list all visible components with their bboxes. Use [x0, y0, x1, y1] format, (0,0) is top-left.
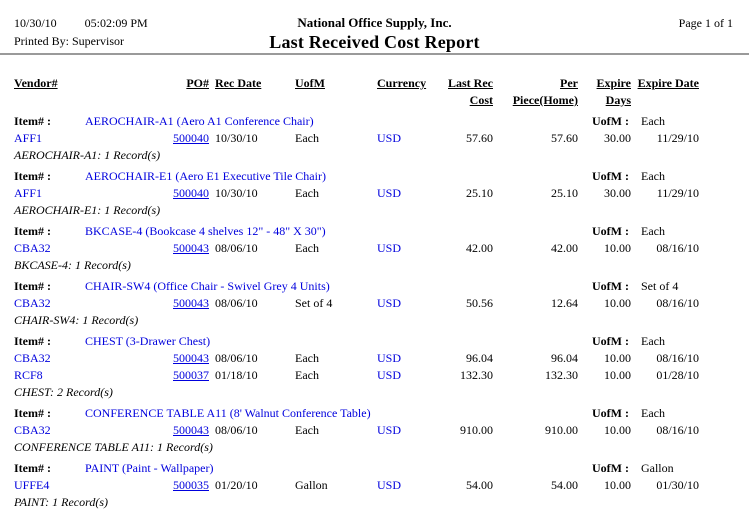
cell-perpiece: 25.10: [551, 186, 578, 200]
group-uofm-label: UofM :: [592, 114, 629, 128]
cell-recdate: 08/06/10: [215, 351, 258, 365]
cell-po-wrap: [166, 240, 209, 257]
cell-lastcost: 25.10: [466, 186, 493, 200]
cell-uofm: Each: [295, 423, 319, 437]
col-header-po: PO#: [186, 76, 209, 90]
cell-perpiece: 42.00: [551, 241, 578, 255]
header-center: [0, 15, 749, 53]
cell-currency[interactable]: USD: [377, 351, 402, 365]
cell-currency[interactable]: USD: [377, 186, 402, 200]
cell-lastcost: 54.00: [466, 478, 493, 492]
group-header: [14, 223, 749, 240]
cell-po[interactable]: 500043: [173, 423, 209, 437]
cell-po[interactable]: 500043: [173, 241, 209, 255]
group-uofm: [592, 278, 678, 295]
cell-lastcost: 57.60: [466, 131, 493, 145]
cell-currency[interactable]: USD: [377, 296, 402, 310]
group-uofm: [592, 113, 665, 130]
cell-expdate: 08/16/10: [656, 241, 699, 255]
group-footer: AEROCHAIR-A1: 1 Record(s): [14, 148, 161, 162]
cell-perpiece: 12.64: [551, 296, 578, 310]
printed-by: Printed By: Supervisor: [14, 34, 124, 48]
cell-expdays: 10.00: [604, 478, 631, 492]
column-header-row: [14, 75, 749, 109]
item-group: [14, 333, 749, 400]
cell-currency[interactable]: USD: [377, 131, 402, 145]
col-header-currency: Currency: [377, 76, 427, 90]
cell-recdate: 08/06/10: [215, 241, 258, 255]
cell-lastcost: 132.30: [460, 368, 493, 382]
cell-expdays: 10.00: [604, 241, 631, 255]
cell-po-wrap: [166, 130, 209, 147]
col-header-expdate: Expire Date: [637, 76, 699, 90]
item-group: [14, 168, 749, 218]
cell-expdays: 10.00: [604, 351, 631, 365]
cell-uofm: Gallon: [295, 478, 328, 492]
group-rows: [14, 185, 749, 202]
cell-vendor[interactable]: CBA32: [14, 296, 51, 310]
item-name-link[interactable]: AEROCHAIR-E1 (Aero E1 Executive Tile Chair): [85, 169, 326, 183]
group-rows: [14, 130, 749, 147]
table-row: [14, 130, 749, 147]
item-label: Item# :: [14, 334, 51, 348]
item-name-link[interactable]: CHAIR-SW4 (Office Chair - Swivel Grey 4 Units): [85, 279, 330, 293]
group-header: [14, 333, 749, 350]
group-footer: CHAIR-SW4: 1 Record(s): [14, 313, 139, 327]
cell-po[interactable]: 500043: [173, 351, 209, 365]
cell-expdate: 08/16/10: [656, 423, 699, 437]
cell-uofm: Each: [295, 368, 319, 382]
item-label: Item# :: [14, 169, 51, 183]
group-uofm-label: UofM :: [592, 461, 629, 475]
cell-recdate: 01/18/10: [215, 368, 258, 382]
item-label: Item# :: [14, 279, 51, 293]
cell-currency[interactable]: USD: [377, 478, 402, 492]
cell-uofm: Each: [295, 131, 319, 145]
item-label: Item# :: [14, 224, 51, 238]
cell-vendor[interactable]: CBA32: [14, 351, 51, 365]
cell-po-wrap: [166, 422, 209, 439]
cell-uofm: Each: [295, 351, 319, 365]
cell-vendor[interactable]: AFF1: [14, 131, 43, 145]
group-footer: CHEST: 2 Record(s): [14, 385, 113, 399]
group-rows: [14, 477, 749, 494]
group-footer: PAINT: 1 Record(s): [14, 495, 108, 509]
table-row: [14, 367, 749, 384]
group-uofm-value: Each: [640, 224, 665, 238]
item-name-link[interactable]: AEROCHAIR-A1 (Aero A1 Conference Chair): [85, 114, 314, 128]
item-group: [14, 278, 749, 328]
cell-perpiece: 910.00: [545, 423, 578, 437]
cell-po-wrap: [166, 295, 209, 312]
cell-po[interactable]: 500035: [173, 478, 209, 492]
group-uofm-label: UofM :: [592, 334, 629, 348]
cell-recdate: 10/30/10: [215, 131, 258, 145]
group-rows: [14, 350, 749, 384]
group-header: [14, 405, 749, 422]
cell-expdays: 30.00: [604, 131, 631, 145]
cell-expdays: 10.00: [604, 296, 631, 310]
cell-expdate: 01/30/10: [656, 478, 699, 492]
cell-recdate: 08/06/10: [215, 296, 258, 310]
cell-vendor[interactable]: CBA32: [14, 423, 51, 437]
cell-currency[interactable]: USD: [377, 423, 402, 437]
cell-expdate: 08/16/10: [656, 351, 699, 365]
cell-recdate: 10/30/10: [215, 186, 258, 200]
cell-expdays: 10.00: [604, 368, 631, 382]
cell-po[interactable]: 500037: [173, 368, 209, 382]
cell-recdate: 01/20/10: [215, 478, 258, 492]
group-header: [14, 113, 749, 130]
group-uofm: [592, 168, 665, 185]
report-title: Last Received Cost Report: [269, 32, 480, 52]
cell-expdate: 08/16/10: [656, 296, 699, 310]
group-uofm-value: Each: [640, 114, 665, 128]
table-row: [14, 350, 749, 367]
col-header-recdate: Rec Date: [215, 76, 262, 90]
cell-po[interactable]: 500040: [173, 131, 209, 145]
report-header: [0, 0, 749, 55]
item-name-link[interactable]: CONFERENCE TABLE A11 (8' Walnut Conference Table): [85, 406, 371, 420]
cell-perpiece: 54.00: [551, 478, 578, 492]
cell-currency[interactable]: USD: [377, 368, 402, 382]
cell-lastcost: 42.00: [466, 241, 493, 255]
item-group: [14, 223, 749, 273]
cell-expdate: 01/28/10: [656, 368, 699, 382]
report-table: [0, 75, 749, 510]
group-uofm-value: Each: [640, 334, 665, 348]
cell-vendor[interactable]: AFF1: [14, 186, 43, 200]
group-uofm-label: UofM :: [592, 169, 629, 183]
group-header: [14, 168, 749, 185]
cell-po[interactable]: 500043: [173, 296, 209, 310]
company-name: National Office Supply, Inc.: [297, 15, 452, 30]
cell-currency[interactable]: USD: [377, 241, 402, 255]
cell-lastcost: 910.00: [460, 423, 493, 437]
group-uofm: [592, 333, 665, 350]
col-header-lastcost: Last Rec Cost: [448, 76, 493, 107]
col-header-uofm: UofM: [295, 76, 325, 90]
cell-recdate: 08/06/10: [215, 423, 258, 437]
page-number: Page 1 of 1: [678, 16, 733, 30]
group-uofm: [592, 223, 665, 240]
group-rows: [14, 295, 749, 312]
group-uofm-value: Each: [640, 406, 665, 420]
item-name-link[interactable]: CHEST (3-Drawer Chest): [85, 334, 211, 348]
cell-expdays: 30.00: [604, 186, 631, 200]
cell-perpiece: 132.30: [545, 368, 578, 382]
cell-po-wrap: [166, 350, 209, 367]
table-row: [14, 422, 749, 439]
group-uofm-label: UofM :: [592, 406, 629, 420]
item-label: Item# :: [14, 406, 51, 420]
col-header-expdays: Expire Days: [596, 76, 631, 107]
cell-perpiece: 57.60: [551, 131, 578, 145]
group-rows: [14, 240, 749, 257]
table-row: [14, 185, 749, 202]
report-groups: [14, 113, 749, 510]
cell-expdays: 10.00: [604, 423, 631, 437]
group-header: [14, 460, 749, 477]
item-label: Item# :: [14, 114, 51, 128]
group-rows: [14, 422, 749, 439]
item-name-link[interactable]: BKCASE-4 (Bookcase 4 shelves 12" - 48" X 30"): [85, 224, 326, 238]
cell-po-wrap: [166, 185, 209, 202]
item-group: [14, 460, 749, 510]
item-name-link[interactable]: PAINT (Paint - Wallpaper): [85, 461, 214, 475]
cell-lastcost: 96.04: [466, 351, 493, 365]
table-row: [14, 240, 749, 257]
group-footer: BKCASE-4: 1 Record(s): [14, 258, 131, 272]
group-header: [14, 278, 749, 295]
group-uofm-label: UofM :: [592, 279, 629, 293]
group-uofm-value: Each: [640, 169, 665, 183]
table-row: [14, 477, 749, 494]
cell-po-wrap: [166, 477, 209, 494]
cell-expdate: 11/29/10: [656, 131, 699, 145]
item-group: [14, 405, 749, 455]
col-header-vendor: Vendor#: [14, 76, 58, 90]
cell-vendor[interactable]: UFFE4: [14, 478, 50, 492]
cell-perpiece: 96.04: [551, 351, 578, 365]
cell-po-wrap: [166, 367, 209, 384]
cell-po[interactable]: 500040: [173, 186, 209, 200]
cell-lastcost: 50.56: [466, 296, 493, 310]
item-label: Item# :: [14, 461, 51, 475]
col-header-perpiece: Per Piece(Home): [512, 76, 578, 107]
group-uofm: [592, 405, 665, 422]
cell-vendor[interactable]: CBA32: [14, 241, 51, 255]
cell-uofm: Each: [295, 186, 319, 200]
group-uofm: [592, 460, 674, 477]
group-uofm-value: Set of 4: [640, 279, 679, 293]
cell-uofm: Each: [295, 241, 319, 255]
item-group: [14, 113, 749, 163]
group-uofm-value: Gallon: [640, 461, 674, 475]
cell-uofm: Set of 4: [295, 296, 333, 310]
cell-vendor[interactable]: RCF8: [14, 368, 43, 382]
group-footer: AEROCHAIR-E1: 1 Record(s): [14, 203, 161, 217]
print-time: 05:02:09 PM: [84, 16, 148, 30]
print-date: 10/30/10: [14, 16, 57, 30]
cell-expdate: 11/29/10: [656, 186, 699, 200]
group-footer: CONFERENCE TABLE A11: 1 Record(s): [14, 440, 213, 454]
group-uofm-label: UofM :: [592, 224, 629, 238]
table-row: [14, 295, 749, 312]
